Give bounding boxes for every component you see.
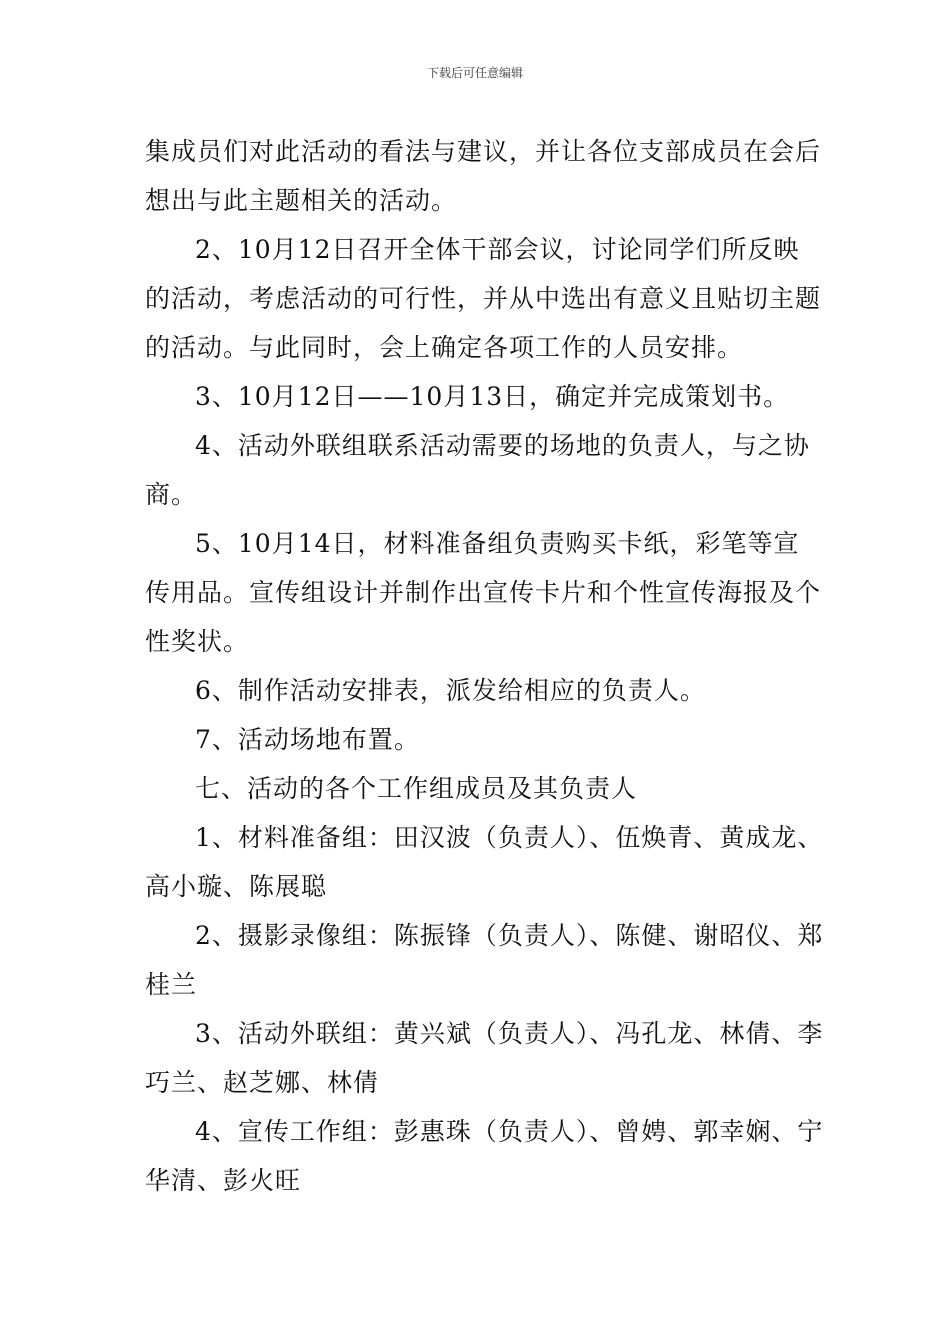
paragraph-step-7: 7、活动场地布置。 bbox=[195, 725, 420, 754]
page-header-watermark: 下载后可任意编辑 bbox=[426, 66, 523, 80]
paragraph-group-photography: 2、摄影录像组：陈振锋（负责人）、陈健、谢昭仪、郑桂兰 bbox=[145, 921, 824, 999]
paragraph-group-materials: 1、材料准备组：田汉波（负责人）、伍焕青、黄成龙、高小璇、陈展聪 bbox=[145, 823, 824, 901]
paragraph-continuation: 集成员们对此活动的看法与建议，并让各位支部成员在会后想出与此主题相关的活动。 bbox=[145, 137, 822, 215]
paragraph-step-2: 2、10月12日召开全体干部会议，讨论同学们所反映的活动，考虑活动的可行性，并从中选出有意义且贴切主题的活动。与此同时，会上确定各项工作的人员安排。 bbox=[145, 235, 822, 362]
paragraph-step-6: 6、制作活动安排表，派发给相应的负责人。 bbox=[195, 676, 706, 705]
paragraph-step-5: 5、10月14日，材料准备组负责购买卡纸，彩笔等宣传用品。宣传组设计并制作出宣传卡片和个性宣传海报及个性奖状。 bbox=[145, 529, 822, 656]
paragraph-group-liaison: 3、活动外联组：黄兴斌（负责人）、冯孔龙、林倩、李巧兰、赵芝娜、林倩 bbox=[145, 1019, 824, 1097]
document-body bbox=[145, 127, 825, 1205]
section-heading-seven: 七、活动的各个工作组成员及其负责人 bbox=[195, 774, 638, 803]
paragraph-step-4: 4、活动外联组联系活动需要的场地的负责人，与之协商。 bbox=[145, 431, 810, 509]
paragraph-group-publicity: 4、宣传工作组：彭惠珠（负责人）、曾娉、郭幸娴、宁华清、彭火旺 bbox=[145, 1117, 824, 1195]
paragraph-step-3: 3、10月12日——10月13日，确定并完成策划书。 bbox=[195, 382, 790, 411]
